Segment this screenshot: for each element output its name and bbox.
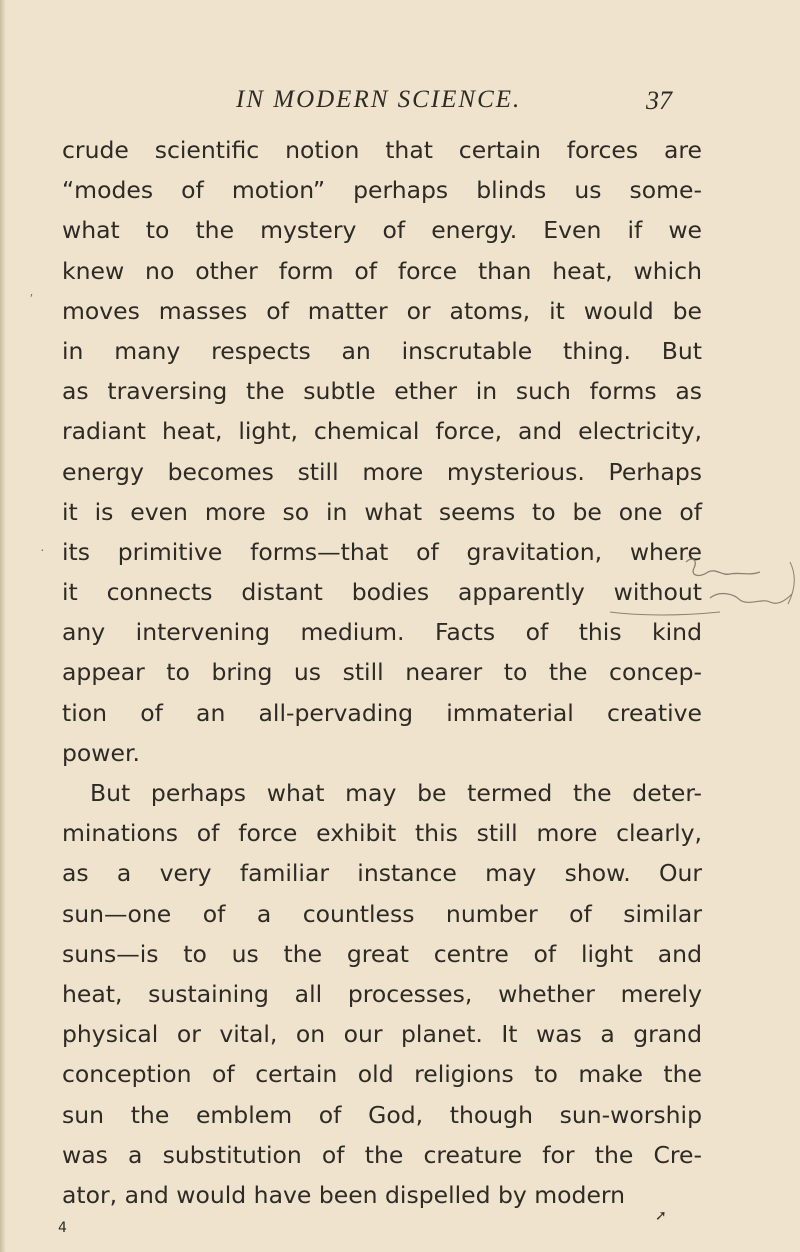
text-line: any intervening medium. Facts of this kind [62, 618, 702, 647]
text-line: knew no other form of force than heat, which [62, 256, 702, 285]
text-line: physical or vital, on our planet. It was a grand [62, 1020, 702, 1049]
text-line: as a very familiar instance may show. Our [62, 859, 702, 888]
text-line: it is even more so in what seems to be one of [62, 497, 702, 526]
text-line: was a substitution of the creature for the Cre- [62, 1140, 702, 1169]
running-head [0, 86, 800, 120]
text-line: ator, and would have been dispelled by modern [62, 1180, 626, 1209]
text-line: in many respects an inscrutable thing. But [62, 336, 702, 365]
text-line: minations of force exhibit this still more clearly, [62, 819, 702, 848]
text-line: “modes of motion” perhaps blinds us some- [62, 176, 702, 205]
page-number: 37 [646, 86, 672, 115]
text-line: But perhaps what may be termed the deter- [90, 779, 702, 807]
pencil-arrow-mark: ➚ [655, 1209, 667, 1224]
text-line: conception of certain old religions to make the [62, 1060, 702, 1089]
text-line: radiant heat, light, chemical force, and electricity, [62, 417, 702, 446]
signature-mark: 4 [58, 1220, 67, 1236]
text-line: tion of an all-pervading immaterial creative [62, 698, 702, 727]
text-line: sun—one of a countless number of similar [62, 899, 702, 928]
text-line: it connects distant bodies apparently without [62, 578, 702, 607]
running-title: IN MODERN SCIENCE. [236, 86, 522, 113]
text-line: appear to bring us still nearer to the concep- [62, 658, 702, 687]
text-line: suns—is to us the great centre of light and [62, 939, 702, 968]
text-line: its primitive forms—that of gravitation, where [62, 537, 702, 566]
text-line: moves masses of matter or atoms, it would be [62, 296, 702, 325]
text-line: as traversing the subtle ether in such forms as [62, 377, 702, 406]
margin-tick: ′ [30, 292, 34, 307]
text-line: energy becomes still more mysterious. Perhaps [62, 457, 702, 486]
text-line: power. [62, 738, 140, 767]
text-line: crude scientific notion that certain forces are [62, 136, 702, 164]
body-text [62, 130, 702, 1215]
text-line: heat, sustaining all processes, whether merely [62, 979, 702, 1008]
text-line: sun the emblem of God, though sun-worship [62, 1100, 702, 1129]
page-edge-shadow [0, 0, 6, 1252]
margin-tick: · [40, 544, 45, 559]
text-line: what to the mystery of energy. Even if we [62, 216, 702, 245]
